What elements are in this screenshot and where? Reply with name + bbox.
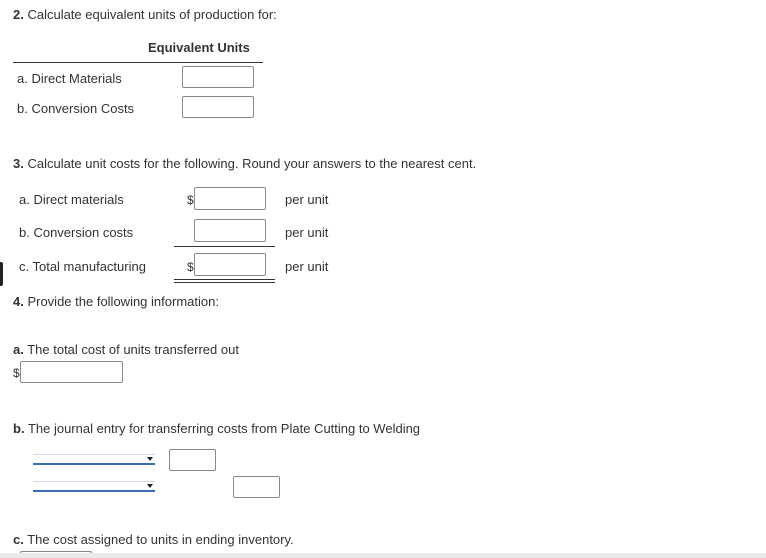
q3-sum-rule — [174, 246, 275, 247]
q2-row-label-direct-materials: a. Direct Materials — [17, 71, 122, 86]
q2-text: Calculate equivalent units of production for: — [23, 7, 277, 22]
q4c-label — [13, 532, 294, 547]
q3-total-rule-1 — [174, 279, 275, 280]
q4b-credit-amount-input[interactable] — [233, 476, 280, 498]
q3-per-unit-c: per unit — [285, 259, 329, 274]
q3-total-manufacturing-input[interactable] — [194, 253, 266, 276]
q3-direct-materials-input[interactable] — [194, 187, 266, 210]
q4-number: 4. — [13, 294, 24, 309]
q4c-letter: c. — [13, 532, 24, 547]
q2-header-rule — [13, 62, 263, 63]
q3-row-label-conversion-costs: b. Conversion costs — [19, 225, 134, 240]
q4a-label — [13, 342, 239, 357]
q3-title — [13, 156, 476, 171]
q4b-letter: b. — [13, 421, 25, 436]
q4a-total-cost-transferred-input[interactable] — [20, 361, 123, 383]
q3-conversion-costs-input[interactable] — [194, 219, 266, 242]
chevron-down-icon — [147, 457, 153, 461]
q2-direct-materials-input[interactable] — [182, 66, 254, 88]
q2-title — [13, 7, 277, 22]
q3-per-unit-b: per unit — [285, 225, 329, 240]
q2-number: 2. — [13, 7, 24, 22]
q4a-text: The total cost of units transferred out — [23, 342, 239, 357]
q4b-text: The journal entry for transferring costs from Plate Cutting to Welding — [24, 421, 421, 436]
q4a-dollar-sign: $ — [13, 366, 20, 380]
q3-row-label-direct-materials: a. Direct materials — [19, 192, 124, 207]
q3-text: Calculate unit costs for the following. Round your answers to the nearest cent. — [23, 156, 477, 171]
left-edge-marker — [0, 262, 3, 286]
q2-column-header: Equivalent Units — [148, 40, 250, 55]
q3-row-label-total-manufacturing: c. Total manufacturing — [19, 259, 146, 274]
q3-per-unit-a: per unit — [285, 192, 329, 207]
q3-dollar-sign-a: $ — [187, 193, 194, 207]
q4a-letter: a. — [13, 342, 24, 357]
q4b-debit-account-select[interactable] — [33, 454, 155, 465]
q4b-credit-account-select[interactable] — [33, 481, 155, 492]
horizontal-scrollbar[interactable] — [0, 553, 766, 558]
q2-row-label-conversion-costs: b. Conversion Costs — [17, 101, 135, 116]
q4b-debit-amount-input[interactable] — [169, 449, 216, 471]
q4-title — [13, 294, 219, 309]
q3-total-rule-2 — [174, 282, 275, 283]
chevron-down-icon — [147, 484, 153, 488]
q3-number: 3. — [13, 156, 24, 171]
q4-text: Provide the following information: — [23, 294, 219, 309]
q2-conversion-costs-input[interactable] — [182, 96, 254, 118]
q3-dollar-sign-c: $ — [187, 260, 194, 274]
q4b-label — [13, 421, 420, 436]
q4c-text: The cost assigned to units in ending inventory. — [23, 532, 294, 547]
